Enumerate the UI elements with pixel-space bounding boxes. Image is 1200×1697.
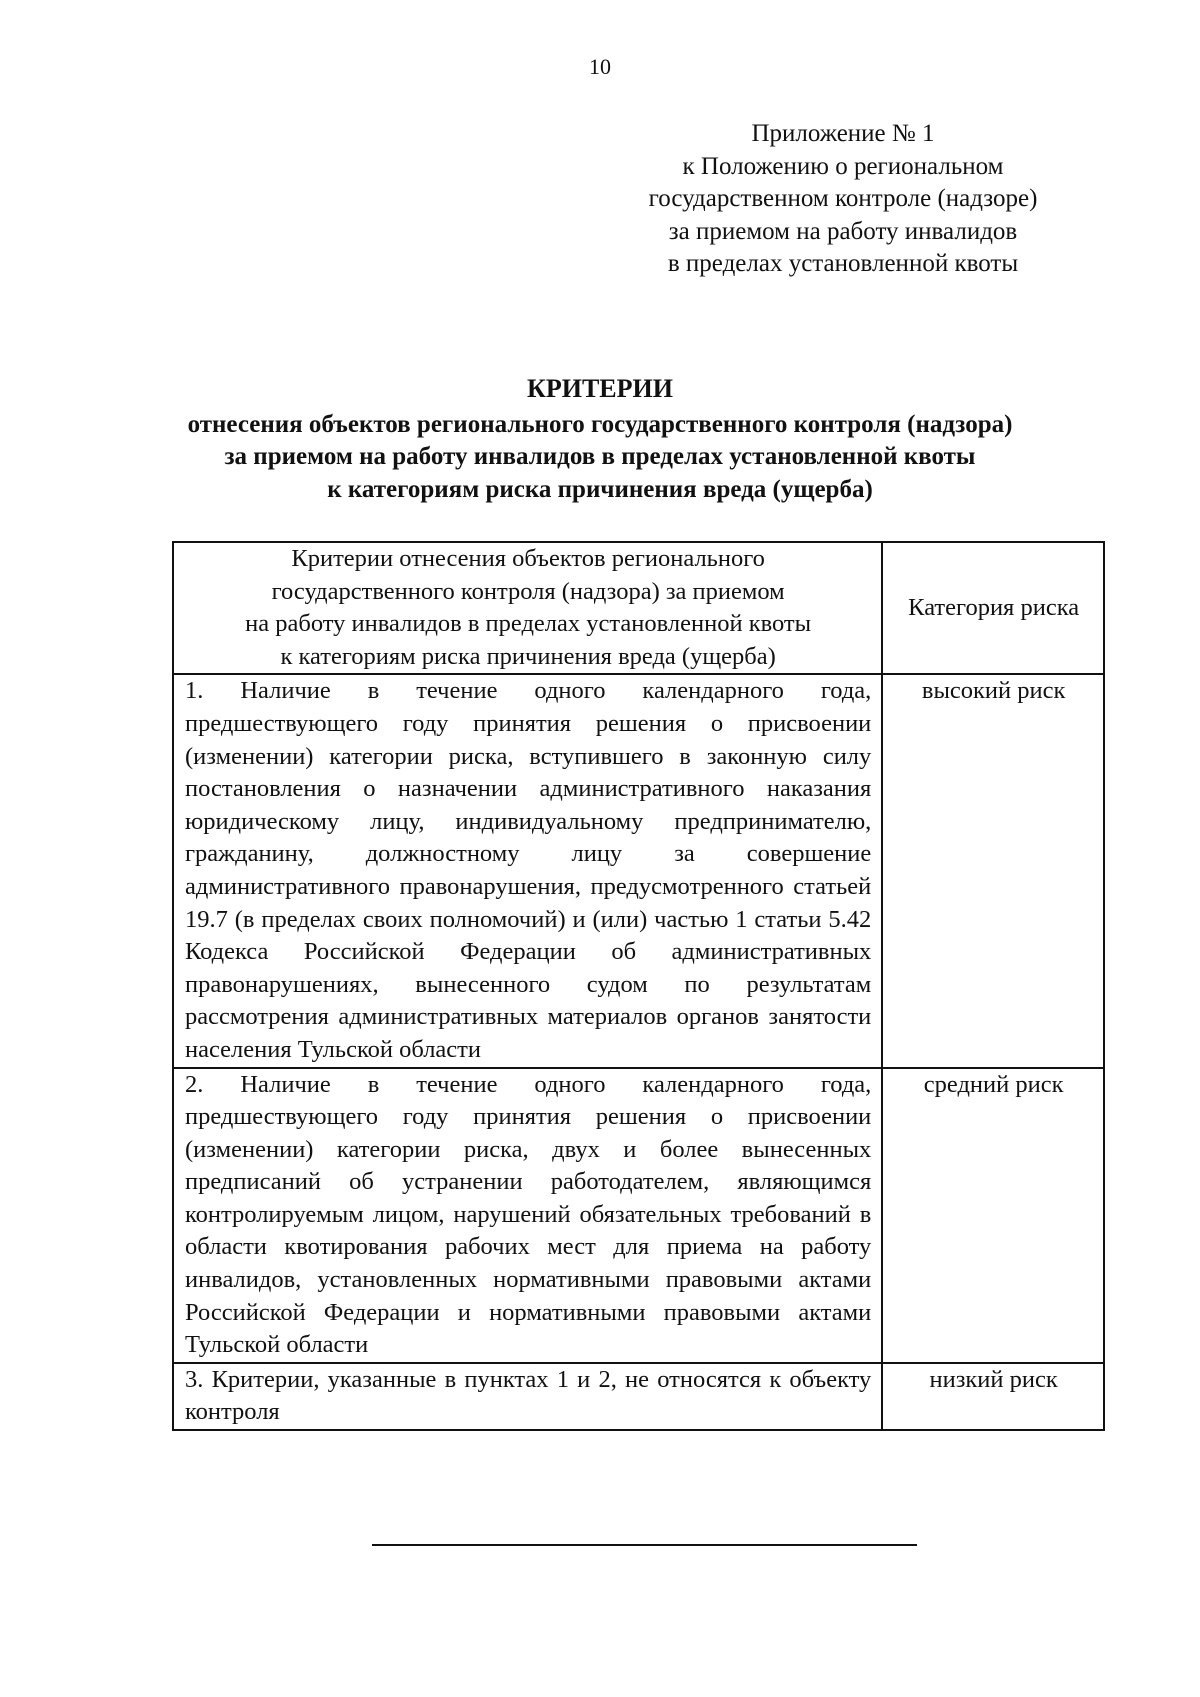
appendix-line: за приемом на работу инвалидов: [668, 217, 1018, 245]
main-title: КРИТЕРИИ: [527, 374, 673, 403]
table-row: [173, 1363, 1104, 1430]
appendix-line: к Положению о региональном: [682, 152, 1004, 180]
risk-category-cell: низкий риск: [882, 1363, 1104, 1430]
page-number: 10: [589, 54, 611, 79]
criterion-cell: 1. Наличие в течение одного календарного года, предшествующего году принятия решения о присвоении (изменении) категории риска, вступившего в законную силу постановления о назначении административного наказания юридическому лицу, индивидуальному предпринимателю, гражданину, должностному лицу за совершение административного правонарушения, предусмотренного статьей 19.7 (в пределах своих полномочий) и (или) частью 1 статьи 5.42 Кодекса Российской Федерации об административных правонарушениях, вынесенного судом по результатам рассмотрения административных материалов органов занятости населения Тульской области: [173, 674, 882, 1067]
header-criteria-line: к категориям риска причинения вреда (ущерба): [280, 642, 776, 670]
appendix-reference: [612, 118, 1074, 281]
appendix-line: Приложение № 1: [751, 120, 935, 147]
header-criteria-line: государственного контроля (надзора) за приемом: [271, 577, 785, 605]
subtitle-line: к категориям риска причинения вреда (ущерба): [327, 475, 873, 503]
criterion-cell: 3. Критерии, указанные в пунктах 1 и 2, не относятся к объекту контроля: [173, 1363, 882, 1430]
table-row: [173, 674, 1104, 1067]
criterion-cell: 2. Наличие в течение одного календарного года, предшествующего году принятия решения о присвоении (изменении) категории риска, двух и более вынесенных предписаний об устранении работодателем, являющимся контролируемым лицом, нарушений обязательных требований в области квотирования рабочих мест для приема на работу инвалидов, установленных нормативными правовыми актами Российской Федерации и нормативными правовыми актами Тульской области: [173, 1068, 882, 1363]
risk-category-cell: средний риск: [882, 1068, 1104, 1363]
header-category-cell: Категория риска: [882, 542, 1104, 674]
risk-category-cell: высокий риск: [882, 674, 1104, 1067]
appendix-line: государственном контроле (надзоре): [648, 185, 1038, 212]
document-title: [100, 373, 1100, 506]
criteria-table: [172, 541, 1105, 1431]
header-criteria-cell: [173, 542, 882, 674]
table-row: [173, 1068, 1104, 1363]
subtitle-line: отнесения объектов регионального государственного контроля (надзора): [187, 410, 1013, 438]
header-criteria-line: Критерии отнесения объектов регионального: [291, 545, 765, 572]
table-header-row: [173, 542, 1104, 674]
header-criteria-line: на работу инвалидов в пределах установленной квоты: [245, 610, 812, 638]
footer-divider: [372, 1544, 917, 1546]
appendix-line: в пределах установленной квоты: [667, 250, 1019, 277]
subtitle-line: за приемом на работу инвалидов в пределах установленной квоты: [224, 443, 976, 470]
